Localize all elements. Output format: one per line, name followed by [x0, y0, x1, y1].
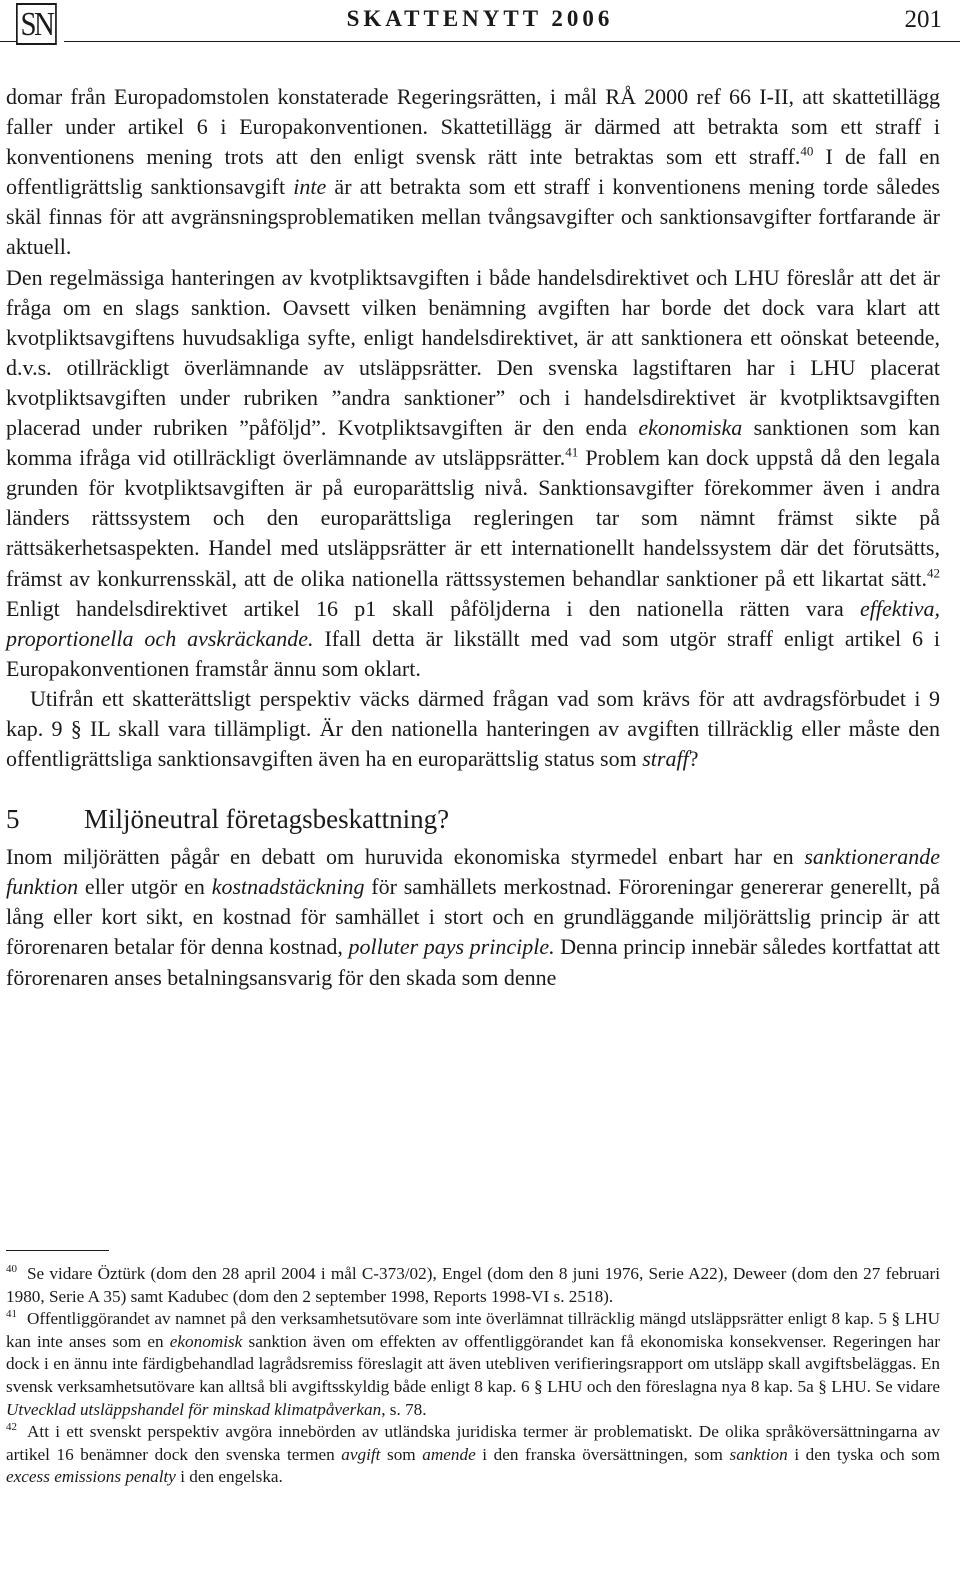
footnote-42-text-b: som — [380, 1444, 423, 1464]
p4-text-c: för samhällets merkostnad. Föroreningar genererar generellt, på lång eller kort sikt, en kostnad för samhället i stort och en grundläggande miljörättslig princip är att förorenaren betalar för denna kostnad, — [6, 874, 940, 960]
footnote-42-emphasis-amende: amende — [422, 1444, 476, 1464]
header-rule-left — [0, 41, 17, 42]
p2-emphasis-effektiva: effektiva, proportionella och avskräckande. — [6, 595, 940, 651]
footnote-42-number: 42 — [6, 1421, 17, 1434]
footnote-41 — [6, 1308, 940, 1421]
p1-emphasis-inte: inte — [293, 174, 327, 200]
p1-text-b: I de fall en offentligrättslig sanktionsavgift — [6, 144, 941, 200]
footnote-42-emphasis-excess: excess emissions penalty — [6, 1467, 176, 1487]
footnote-40-number: 40 — [6, 1263, 17, 1276]
p3-text-b: ? — [688, 746, 699, 772]
footnote-40-text: Se vidare Öztürk (dom den 28 april 2004 i mål C-373/02), Engel (dom den 8 juni 1976, Serie A22), Deweer (dom den 27 februari 1980, Serie A 35) samt Kadubec (dom den 2 september 1998, Reports 1998-VI s. 2518). — [6, 1264, 940, 1306]
p2-emphasis-ekonomiska: ekonomiska — [638, 415, 743, 441]
footnote-40 — [6, 1263, 940, 1308]
footnote-ref-41: 41 — [565, 444, 579, 460]
p2-text-a: Den regelmässiga hanteringen av kvotpliktsavgiften i både handelsdirektivet och LHU föreslår att det är fråga om en slags sanktion. Oavsett vilken benämning avgiften har borde det dock vara klart att kvotpliktsavgiftens huvudsakliga syfte, enligt handelsdirektivet, är att sanktionera ett oönskat beteende, d.v.s. otillräckligt överlämnande av utsläppsrätter. Den svenska lagstiftaren har i LHU placerat kvotpliktsavgiften under rubriken ”andra sanktioner” och i handelsdirektivet är kvotpliktsavgiften placerad under rubriken ”påföljd”. Kvotpliktsavgiften är den enda — [6, 264, 940, 441]
section-number: 5 — [6, 804, 20, 835]
page-number: 201 — [904, 6, 942, 33]
paragraph-3 — [6, 684, 940, 774]
section-heading — [6, 804, 940, 834]
footnote-41-emphasis-ekonomisk: ekonomisk — [169, 1331, 243, 1351]
footnote-rule — [6, 1250, 109, 1251]
p2-text-b: sanktionen som kan komma ifråga vid otillräckligt överlämnande av utsläppsrätter. — [6, 415, 940, 471]
p4-emphasis-sanktionerande: sanktionerande funktion — [6, 844, 940, 900]
footnote-42-text-e: i den engelska. — [175, 1467, 283, 1487]
p4-emphasis-kostnadstackning: kostnadstäckning — [211, 874, 365, 900]
paragraph-4 — [6, 842, 940, 992]
footnote-41-text-a: Offentliggörandet av namnet på den verksamhetsutövare som inte överlämnat tillräcklig mängd utsläppsrätter enligt 8 kap. 5 § LHU kan inte anses som en — [6, 1309, 940, 1351]
p1-text-c: är att betrakta som ett straff i konventionens mening torde således skäl finnas för att avgränsningsproblematiken mellan tvångsavgifter och sanktionsavgifter fortfarande är aktuell. — [6, 174, 940, 260]
header-rule — [64, 41, 960, 42]
paragraph-1 — [6, 82, 940, 263]
p2-text-c: Problem kan dock uppstå då den legala grunden för kvotpliktsavgiften är på europarättslig nivå. Sanktionsavgifter förekommer även i andra länders rättssystem och den europarättsliga regleringen tar som nämnt främst sikte på rättsäkerhetsaspekten. Handel med utsläppsrätter är ett internationellt handelssystem där det förutsätts, främst av konkurrensskäl, att de olika nationella rättssystemen behandlar sanktioner på ett likartat sätt. — [6, 445, 940, 591]
footnote-42-emphasis-sanktion: sanktion — [729, 1444, 788, 1464]
footnote-42-text-a: Att i ett svenskt perspektiv avgöra innebörden av utländska juridiska termer är problematiskt. De olika språköversättningarna av artikel 16 benämner dock den svenska termen — [6, 1422, 940, 1464]
journal-title: SKATTENYTT 2006 — [346, 6, 614, 31]
footnote-42-text-d: i den tyska och som — [787, 1444, 940, 1464]
footnote-ref-42: 42 — [927, 565, 940, 581]
p2-text-e: Ifall detta är likställt med vad som utgör straff enligt artikel 6 i Europakonventionen framstår ännu som oklart. — [6, 625, 940, 681]
running-header — [0, 0, 960, 50]
footnote-42-text-c: i den franska översättningen, som — [475, 1444, 730, 1464]
footnote-41-number: 41 — [6, 1308, 17, 1321]
footnote-42-emphasis-avgift: avgift — [341, 1444, 381, 1464]
footnote-41-text-c: , s. 78. — [381, 1399, 427, 1419]
body-text — [6, 82, 940, 993]
p2-text-d: Enligt handelsdirektivet artikel 16 p1 skall påföljderna i den nationella rätten vara — [6, 595, 860, 621]
p4-text-a: Inom miljörätten pågår en debatt om huruvida ekonomiska styrmedel enbart har en — [6, 844, 805, 870]
footnote-42 — [6, 1421, 940, 1489]
footnote-41-text-b: sanktion även om effekten av offentliggörandet kan få ekonomiska konsekvenser. Regeringen har dock i en ännu inte färdigbehandlad lagrådsremiss föreslagit att även utebliven verifieringsrapport om utsläpp skall avgiftsbeläggas. En svensk verksamhetsutövare kan alltså bli avgiftsskyldig både enligt 8 kap. 6 § LHU och den föreslagna nya 8 kap. 5a § LHU. Se vidare — [6, 1331, 940, 1396]
section-title: Miljöneutral företagsbeskattning? — [84, 804, 450, 835]
p4-text-d: Denna princip innebär således kortfattat att förorenaren anses betalningsansvarig för den skada som denne — [6, 934, 940, 990]
p3-emphasis-straff: straff — [642, 746, 689, 772]
p4-text-b: eller utgör en — [78, 874, 212, 900]
paragraph-2 — [6, 263, 940, 684]
footnotes — [6, 1263, 940, 1489]
p1-text-a: domar från Europadomstolen konstaterade Regeringsrätten, i mål RÅ 2000 ref 66 I-II, att skattetillägg faller under artikel 6 i Europakonventionen. Skattetillägg är därmed att betrakta som ett straff i konventionens mening trots att den enligt svensk rätt inte betraktas som ett straff. — [6, 84, 940, 170]
footnote-41-cited-title: Utvecklad utsläppshandel för minskad klimatpåverkan — [6, 1399, 382, 1419]
footnote-ref-40: 40 — [800, 143, 814, 159]
journal-logo: SN — [16, 3, 57, 45]
p4-emphasis-polluter-pays: polluter pays principle. — [348, 934, 555, 960]
p3-text-a: Utifrån ett skatterättsligt perspektiv väcks därmed frågan vad som krävs för att avdragsförbudet i 9 kap. 9 § IL skall vara tillämpligt. Är den nationella hanteringen av avgiften tillräcklig eller måste den offentligrättsliga sanktionsavgiften även ha en europarättslig status som — [6, 685, 940, 772]
